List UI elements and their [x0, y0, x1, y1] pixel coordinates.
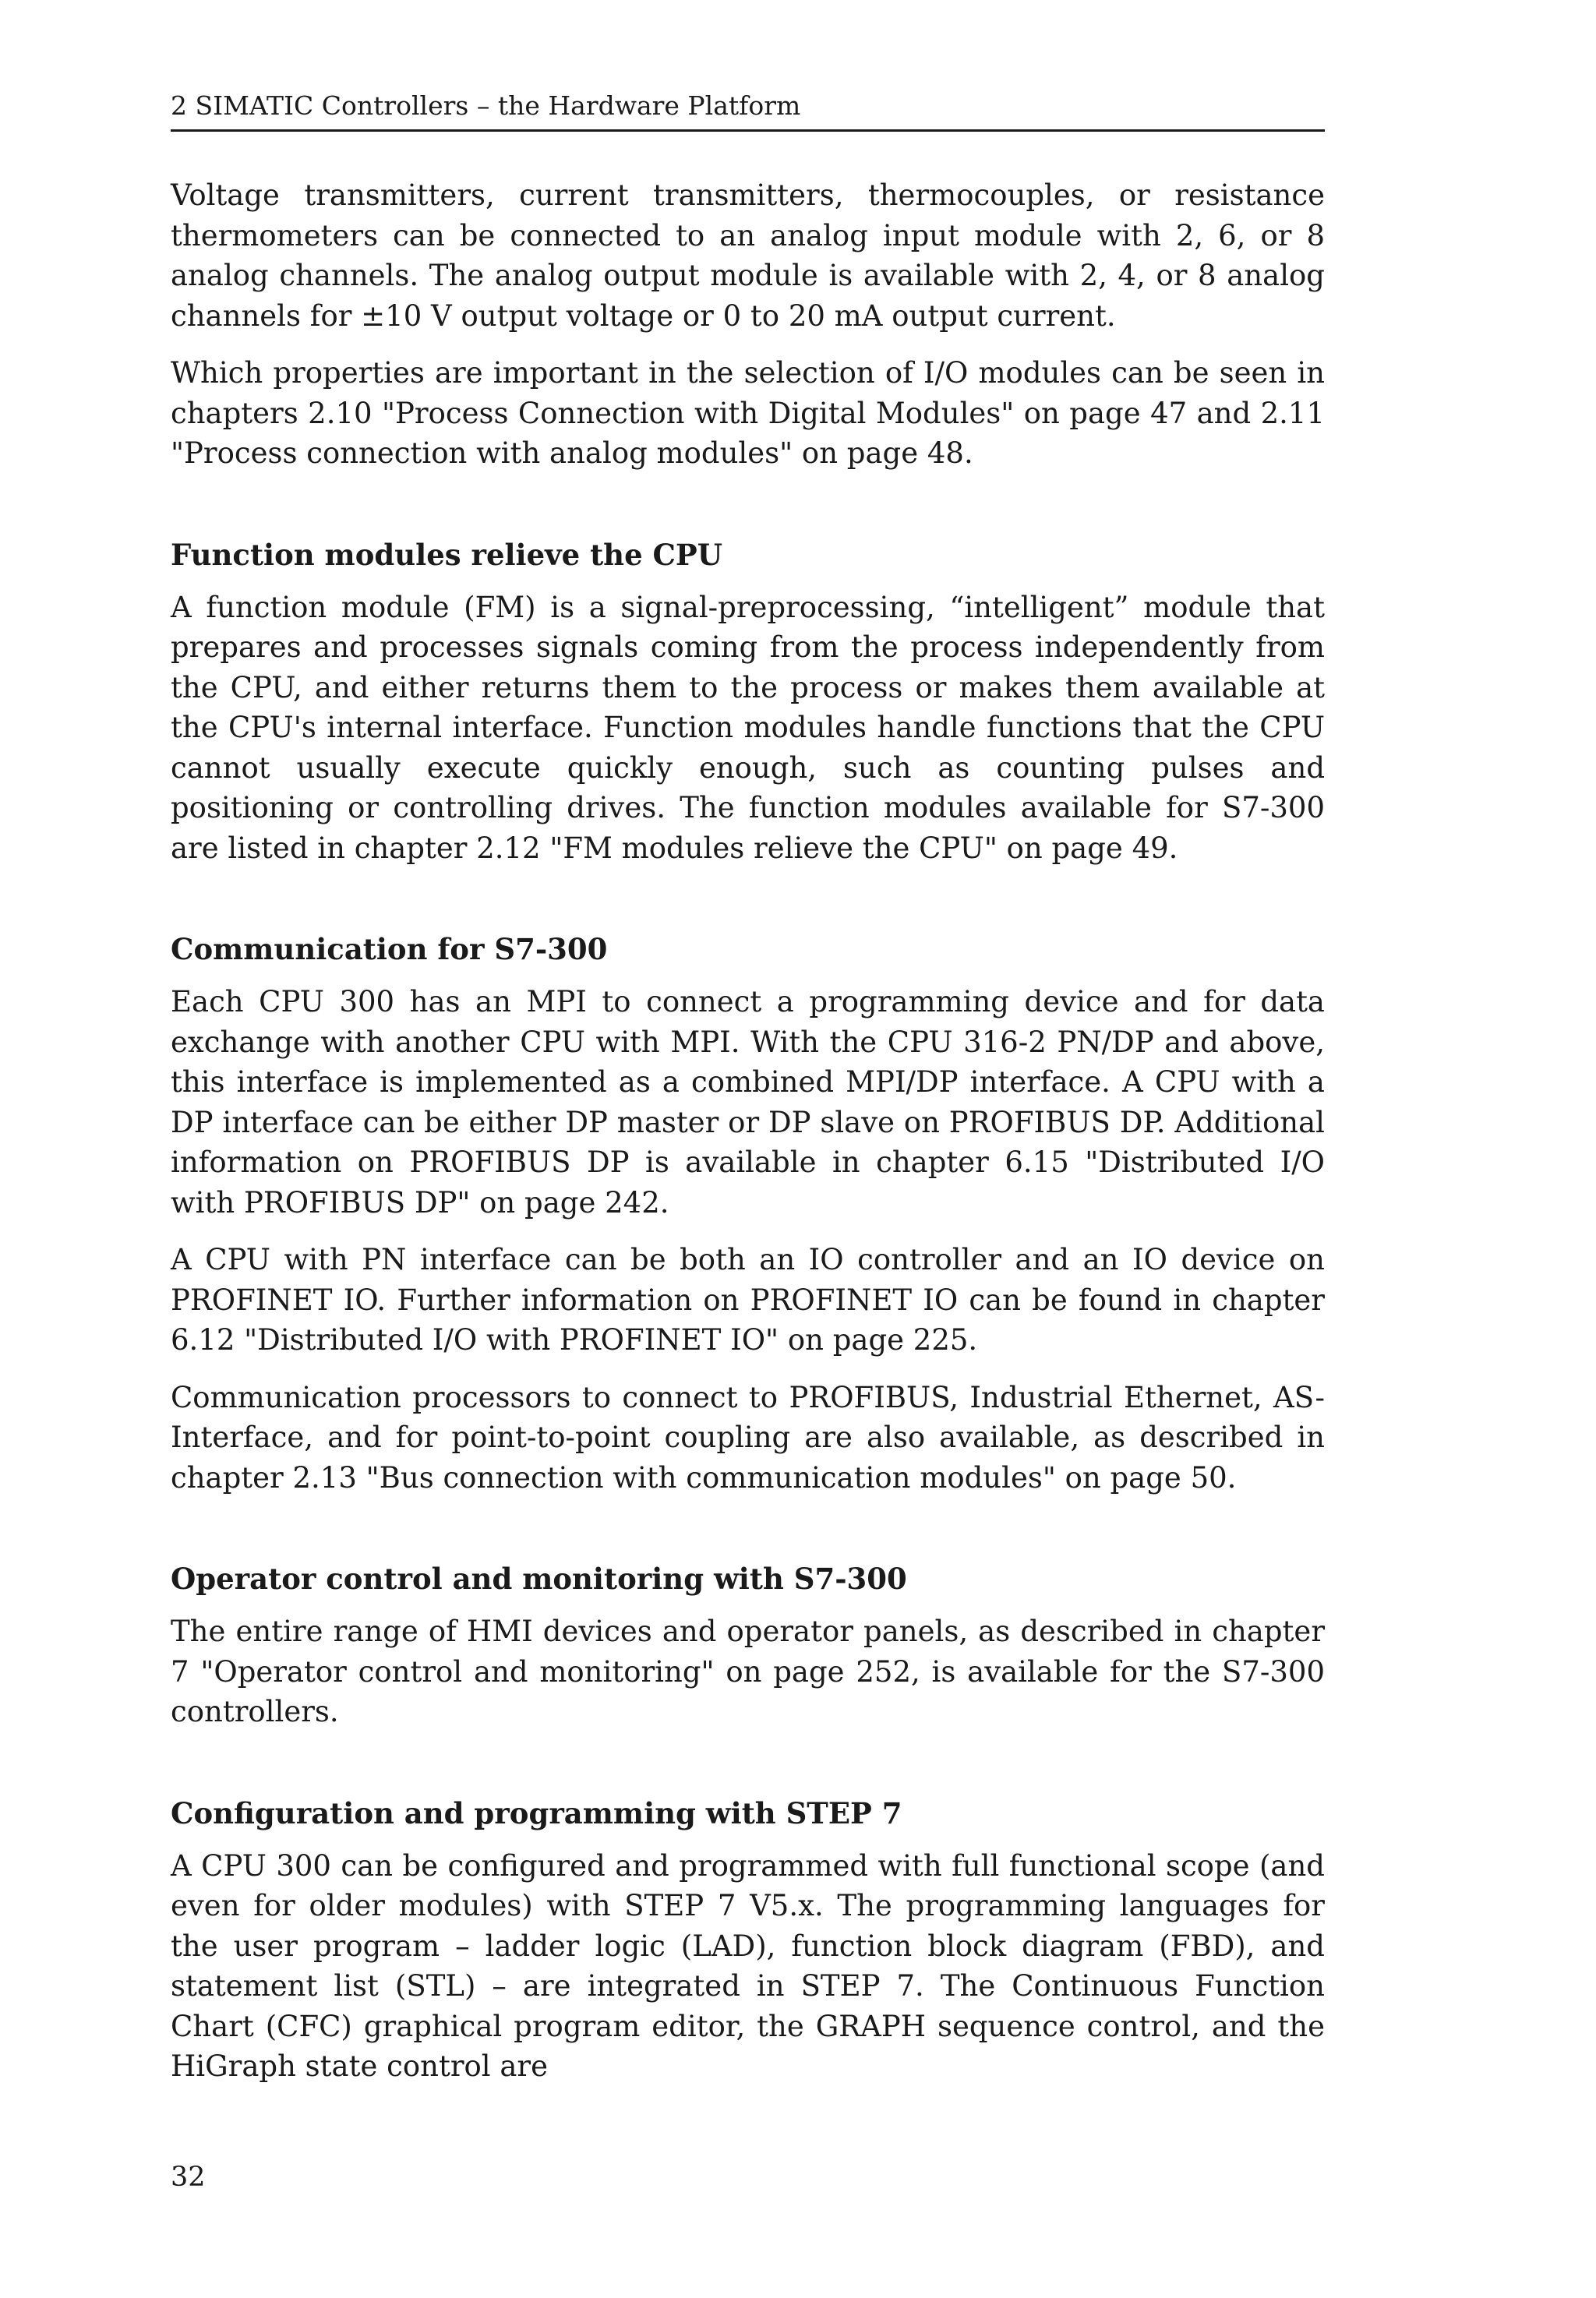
- communication-paragraph-3: Communication processors to connect to PROFIBUS, Industrial Ethernet, AS-Interface, and for point-to-point coupling are also available, as described in chapter 2.13 "Bus connection with communication modules" on page 50.: [171, 1380, 1325, 1495]
- operator-control-paragraph: The entire range of HMI devices and operator panels, as described in chapter 7 "Operator control and monitoring" on page 252, is available for the S7-300 controllers.: [171, 1615, 1325, 1728]
- function-modules-paragraph: A function module (FM) is a signal-preprocessing, “intelligent” module that prepares and processes signals coming from the process independently from the CPU, and either returns them to the process or makes them available at the CPU's internal interface. Function modules handle functions that the CPU cannot usually execute quickly enough, such as counting pulses and positioning or controlling drives. The function modules available for S7-300 are listed in chapter 2.12 "FM modules relieve the CPU" on page 49.: [171, 590, 1325, 865]
- page-body: [171, 175, 1325, 2104]
- intro-paragraph-1: Voltage transmitters, current transmitters, thermocouples, or resistance thermometers can be connected to an analog input module with 2, 6, or 8 analog channels. The analog output module is available with 2, 4, or 8 analog channels for ±10 V output voltage or 0 to 20 mA output current.: [171, 178, 1325, 333]
- section-heading-communication: Communication for S7-300: [171, 932, 608, 966]
- intro-paragraph-2: Which properties are important in the selection of I/O modules can be seen in chapters 2.10 "Process Connection with Digital Modules" on page 47 and 2.11 "Process connection with analog modules" on page 48.: [171, 356, 1325, 470]
- page-number: 32: [171, 2162, 206, 2193]
- running-header: 2 SIMATIC Controllers – the Hardware Platform: [171, 87, 1325, 132]
- communication-paragraph-1: Each CPU 300 has an MPI to connect a programming device and for data exchange with another CPU with MPI. With the CPU 316-2 PN/DP and above, this interface is implemented as a combined MPI/DP interface. A CPU with a DP interface can be either DP master or DP slave on PROFIBUS DP. Additional information on PROFIBUS DP is available in chapter 6.15 "Distributed I/O with PROFIBUS DP" on page 242.: [171, 985, 1325, 1220]
- section-heading-function-modules: Function modules relieve the CPU: [171, 537, 723, 572]
- communication-paragraph-2: A CPU with PN interface can be both an IO controller and an IO device on PROFINET IO. Further information on PROFINET IO can be found in chapter 6.12 "Distributed I/O with PROFINET IO" on page 225.: [171, 1243, 1325, 1357]
- section-heading-configuration: Configuration and programming with STEP 7: [171, 1795, 902, 1830]
- configuration-paragraph: A CPU 300 can be configured and programmed with full functional scope (and even for older modules) with STEP 7 V5.x. The programming languages for the user program – ladder logic (LAD), function block diagram (FBD), and statement list (STL) – are integrated in STEP 7. The Continuous Function Chart (CFC) graphical program editor, the GRAPH sequence control, and the HiGraph state control are: [171, 1848, 1325, 2083]
- section-heading-operator-control: Operator control and monitoring with S7-300: [171, 1562, 907, 1596]
